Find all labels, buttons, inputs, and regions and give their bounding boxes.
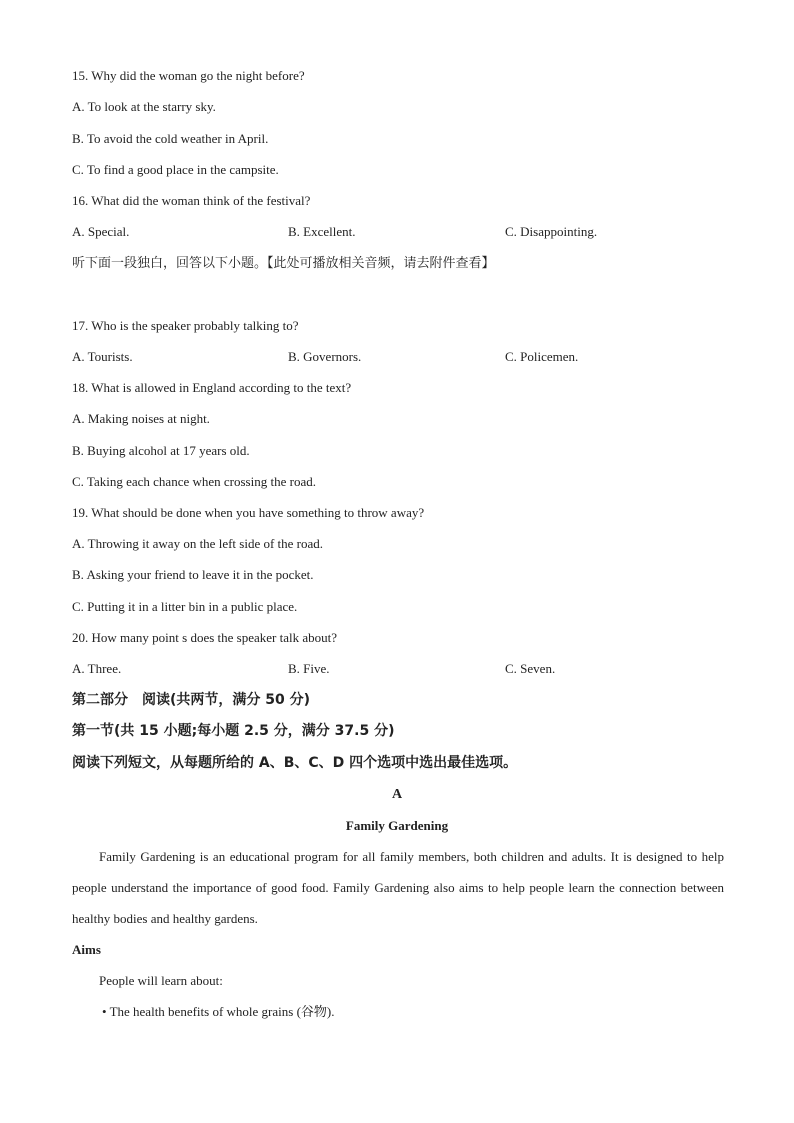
aims-lead: People will learn about: <box>99 973 223 988</box>
part2-heading: 第二部分 阅读(共两节，满分 50 分) <box>72 692 311 708</box>
q18-option-b: B. Buying alcohol at 17 years old. <box>72 443 250 458</box>
q19-option-c: C. Putting it in a litter bin in a public place. <box>72 599 298 614</box>
passage-intro: Family Gardening is an educational program for all family members, both children and adults. It is designed to help people understand the importance of good food. Family Gardening also aims to help people learn the connection between healthy bodies and healthy gardens. <box>72 849 724 926</box>
monologue-instruction: 听下面一段独白，回答以下小题。【此处可播放相关音频，请去附件查看】 <box>72 256 495 271</box>
bullet-item-1 <box>102 1004 334 1020</box>
question-18: 18. What is allowed in England according to the text? <box>72 380 352 395</box>
question-15: 15. Why did the woman go the night before? <box>72 68 305 83</box>
question-16: 16. What did the woman think of the festival? <box>72 193 311 208</box>
q16-option-b: B. Excellent. <box>288 224 356 239</box>
q20-option-c: C. Seven. <box>505 661 556 676</box>
q20-option-a: A. Three. <box>72 661 122 676</box>
question-19: 19. What should be done when you have something to throw away? <box>72 505 425 520</box>
q17-option-a: A. Tourists. <box>72 349 133 364</box>
q17-option-c: C. Policemen. <box>505 349 579 364</box>
q16-option-a: A. Special. <box>72 224 130 239</box>
q17-option-b: B. Governors. <box>288 349 362 364</box>
q15-option-b: B. To avoid the cold weather in April. <box>72 131 269 146</box>
q15-option-c: C. To find a good place in the campsite. <box>72 162 279 177</box>
question-17: 17. Who is the speaker probably talking to? <box>72 318 299 333</box>
q18-option-a: A. Making noises at night. <box>72 411 210 426</box>
q16-option-c: C. Disappointing. <box>505 224 598 239</box>
bullet-item-1-text: The health benefits of whole grains (谷物). <box>109 1004 335 1019</box>
passage-title: Family Gardening <box>345 818 449 833</box>
q15-option-a: A. To look at the starry sky. <box>72 99 216 114</box>
q19-option-a: A. Throwing it away on the left side of the road. <box>72 536 324 551</box>
q18-option-c: C. Taking each chance when crossing the road. <box>72 474 316 489</box>
bullet-icon: • <box>102 1004 107 1019</box>
aims-heading: Aims <box>72 942 101 957</box>
question-20: 20. How many point s does the speaker talk about? <box>72 630 337 645</box>
section1-heading: 第一节(共 15 小题;每小题 2.5 分，满分 37.5 分) <box>72 723 395 739</box>
q19-option-b: B. Asking your friend to leave it in the pocket. <box>72 567 314 582</box>
passage-letter: A <box>391 787 403 802</box>
reading-instruction: 阅读下列短文，从每题所给的 A、B、C、D 四个选项中选出最佳选项。 <box>72 755 518 771</box>
q20-option-b: B. Five. <box>288 661 330 676</box>
